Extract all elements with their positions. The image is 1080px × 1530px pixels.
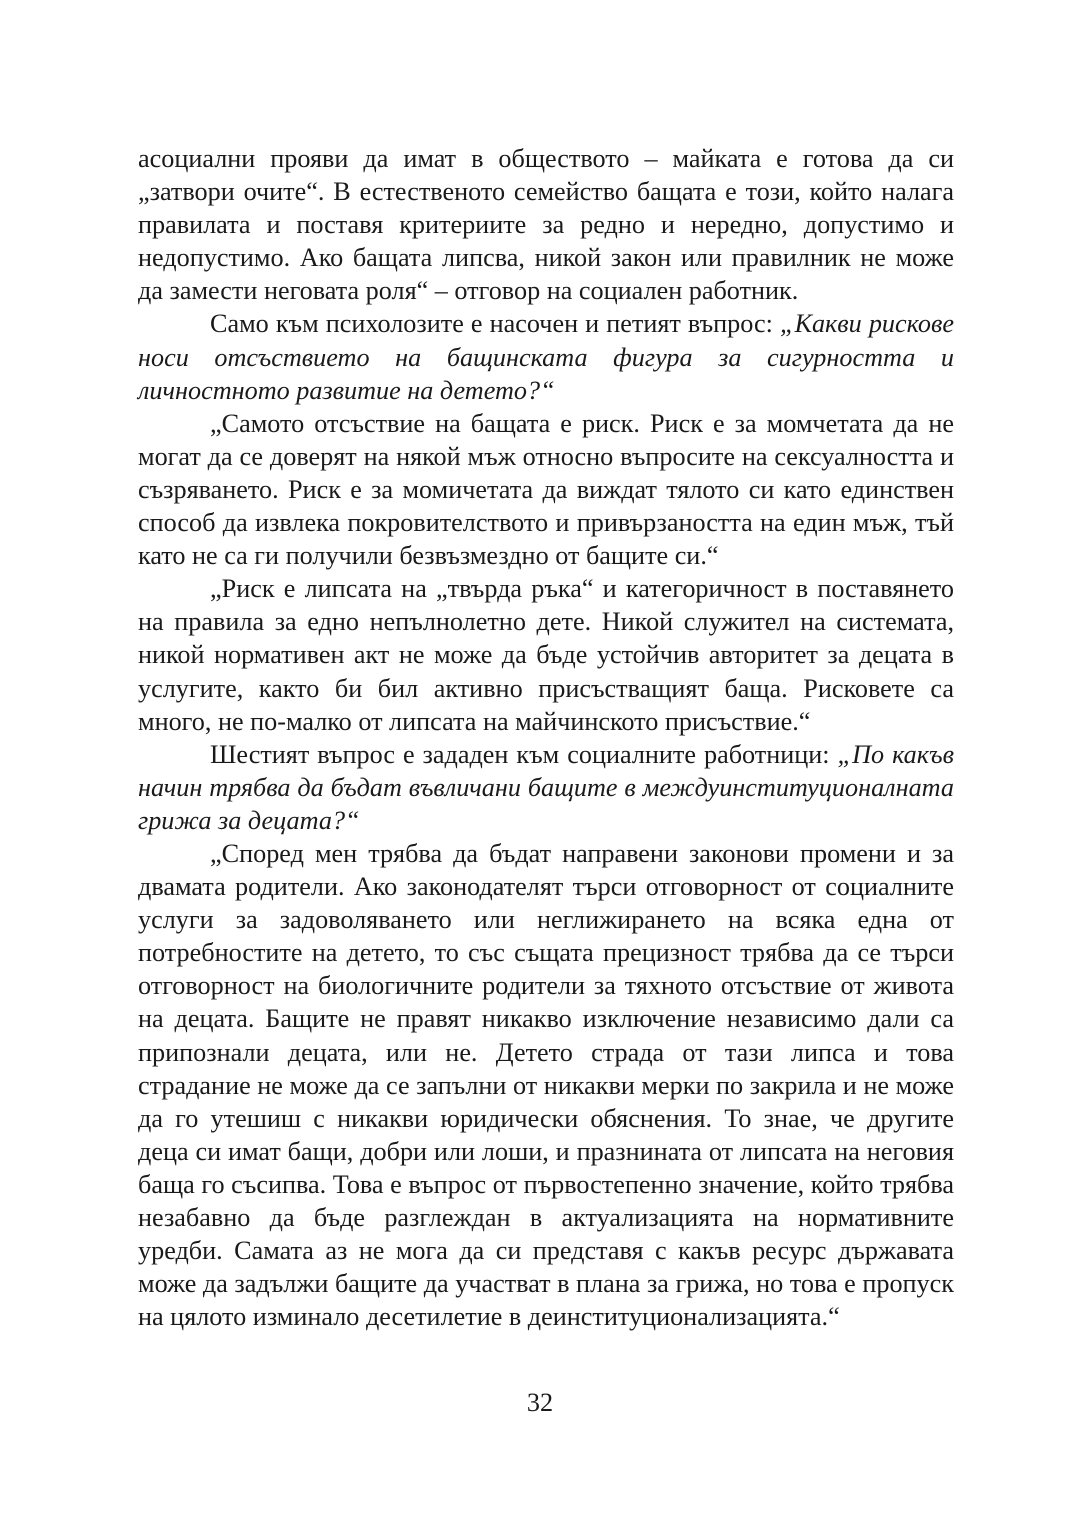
- page-body: [138, 142, 954, 1333]
- paragraph-6-answer: [138, 837, 954, 1333]
- paragraph-4-answer: [138, 572, 954, 737]
- paragraph-1-text: асоциални прояви да имат в обществото – майката е готова да си „затвори очите“. В естественото семейство бащата е този, който налага правилата и поставя критериите за редно и нередно, допустимо и недопустимо. Ако бащата липсва, никой закон или правилник не може да замести неговата роля“ – отговор на социален работник.: [138, 144, 954, 306]
- paragraph-2-question: „Какви рискове носи отсъствието на бащинската фигура за сигурността и личностното развитие на детето?“: [138, 309, 954, 405]
- paragraph-2-intro: Само към психолозите е насочен и петият въпрос:: [210, 309, 780, 339]
- page-number: 32: [526, 1388, 554, 1417]
- paragraph-2-question-five: [138, 307, 954, 406]
- paragraph-3-answer: [138, 407, 954, 572]
- paragraph-3-text: „Самото отсъствие на бащата е риск. Риск е за момчетата да не могат да се доверят на някой мъж относно въпросите на сексуалността и съзряването. Риск е за момичетата да виждат тялото си като единствен способ да извлека покровителството и привързаността на един мъж, тъй като не са ги получили безвъзмездно от бащите си.“: [138, 408, 954, 571]
- paragraph-4-text: „Риск е липсата на „твърда ръка“ и категоричност в поставянето на правила за едно непълнолетно дете. Никой служител на системата, никой нормативен акт не може да бъде устойчив авторитет за децата в услугите, както би бил активно присъстващият баща. Рисковете са много, не по-малко от липсата на майчинското присъствие.“: [138, 574, 954, 736]
- paragraph-6-text: „Според мен трябва да бъдат направени законови промени и за двамата родители. Ако законодателят търси отговорност от социалните услуги за задоволяването или неглижирането на всяка една от потребностите на детето, то със същата прецизност трябва да се търси отговорност на биологичните родители за тяхното отсъствие от живота на децата. Бащите не правят никакво изключение независимо дали са припознали децата, или не. Детето страда от тази липса и това страдание не може да се запълни от никакви мерки по закрила и не може да го утешиш с никакви юридически обяснения. То знае, че другите деца си имат бащи, добри или лоши, и празнината от липсата на неговия баща го съсипва. Това е въпрос от първостепенно значение, който трябва незабавно да бъде разглеждан в актуализацията на нормативните уредби. Самата аз не мога да си представя с какъв ресурс държавата може да задължи бащите да участват в плана за грижа, но това е пропуск на цялото изминало десетилетие в деинституционализацията.“: [138, 838, 954, 1332]
- paragraph-5-question-six: [138, 738, 954, 837]
- paragraph-5-intro: Шестият въпрос е зададен към социалните работници:: [210, 739, 838, 769]
- paragraph-1: [138, 142, 954, 307]
- paragraph-5-question: „По какъв начин трябва да бъдат въвличани бащите в междуинституционалната грижа за децата?“: [138, 739, 954, 835]
